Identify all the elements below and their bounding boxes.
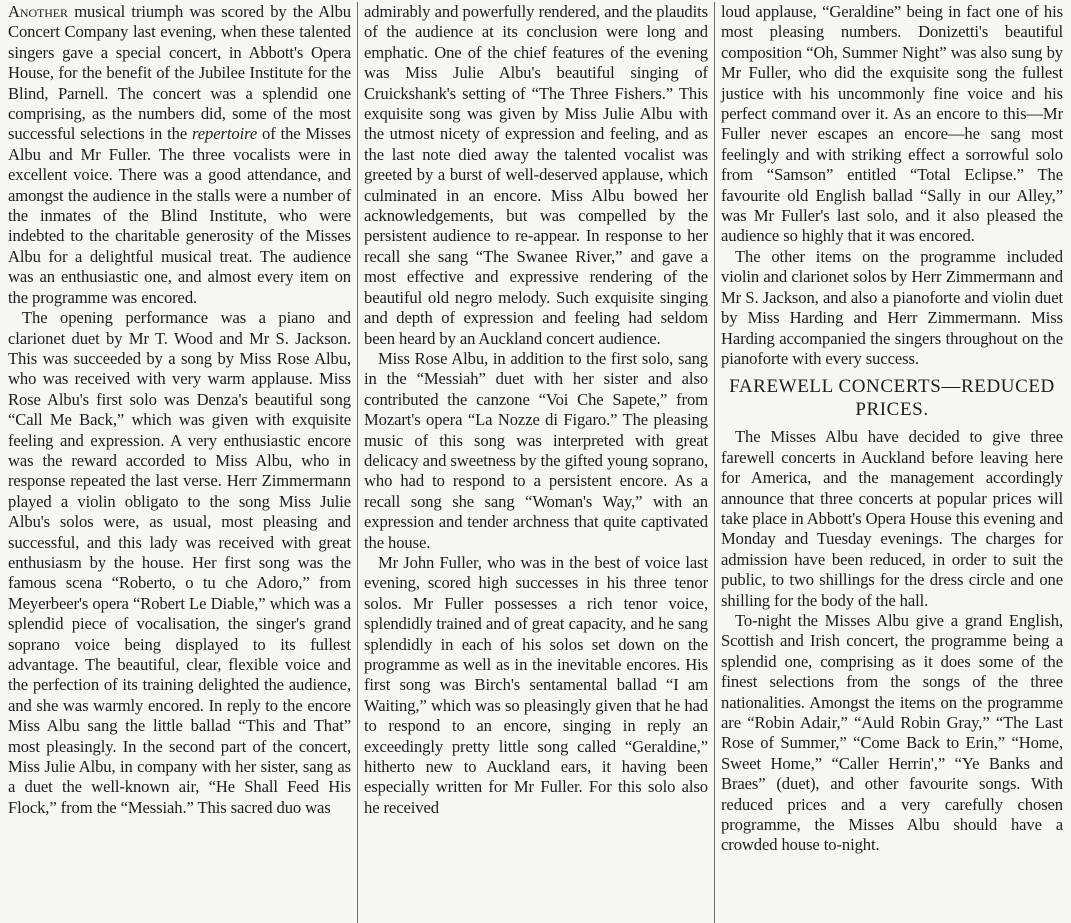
column-1: [2, 2, 358, 923]
section-heading: FAREWELL CONCERTS—REDUCED PRICES.: [729, 376, 1055, 421]
article-paragraph: Miss Rose Albu, in addition to the first solo, sang in the “Messiah” duet with her sister and also contributed the canzone “Voi Che Sapete,” from Mozart's opera “La Nozze di Figaro.” The pleasing music of this song was interpreted with great delicacy and sweetness by the gifted young soprano, who had to respond to a persistent encore. As a recall song she sang “Woman's Way,” with an expression and tender archness that quite captivated the house.: [364, 348, 708, 552]
article-paragraph: [8, 2, 351, 308]
article-paragraph: The Misses Albu have decided to give three farewell concerts in Auckland before leaving here for America, and the management accordingly announce that three concerts at popular prices will take place in Abbott's Opera House this evening and Monday and Tuesday evenings. The charges for admission have been reduced, in order to suit the public, to two shillings for the dress circle and one shilling for the body of the hall.: [721, 427, 1063, 610]
paragraph-text: of the Misses Albu and Mr Fuller. The three vocalists were in excellent voice. There was a good attendance, and amongst the audience in the stalls were a number of the inmates of the Blind Institute, who were indebted to the charitable generosity of the Misses Albu for a delightful musical treat. The audience was an enthusiastic one, and almost every item on the programme was encored.: [8, 124, 351, 307]
article-paragraph: Mr John Fuller, who was in the best of voice last evening, scored high successes in his three tenor solos. Mr Fuller possesses a rich tenor voice, splendidly trained and of great capacity, and he sang splendidly in each of his solos set down on the programme as well as in the inevitable encores. His first song was Birch's sentamental ballad “I am Waiting,” which was so pleasingly given that he had to respond to an encore, singing in reply an exceedingly pretty little song called “Geraldine,” hitherto new to Auckland ears, it having been especially written for Mr Fuller. For this solo also he received: [364, 552, 708, 817]
article-paragraph: admirably and powerfully rendered, and the plaudits of the audience at its conclusion were long and emphatic. One of the chief features of the evening was Miss Julie Albu's beautiful singing of Cruickshank's setting of “The Three Fishers.” This exquisite song was given by Miss Julie Albu with the utmost nicety of expression and feeling, and as the last note died away the talented vocalist was greeted by a burst of well-deserved applause, which culminated in an encore. Miss Albu bowed her acknowledgements, but was compelled by the persistent audience to re-appear. In response to her recall she sang “The Swanee River,” and gave a most effective and expressive rendering of the beautiful old negro melody. Such exquisite singing and depth of expression and feeling had seldom been heard by an Auckland concert audience.: [364, 2, 708, 348]
italic-term: repertoire: [192, 124, 258, 144]
article-paragraph: The other items on the programme included violin and clarionet solos by Herr Zimmermann and Mr S. Jackson, and also a pianoforte and violin duet by Miss Harding and Herr Zimmermann. Miss Harding accompanied the singers throughout on the pianoforte with every success.: [721, 246, 1063, 368]
article-paragraph: loud applause, “Geraldine” being in fact one of his most pleasing numbers. Donizetti's beautiful composition “Oh, Summer Night” was also sung by Mr Fuller, who did the exquisite song the fullest justice with his uncommonly fine voice and his perfect command over it. As an encore to this—Mr Fuller never escapes an encore—he sang most feelingly and with striking effect a sorrowful solo from “Samson” entitled “Total Eclipse.” The favourite old English ballad “Sally in our Alley,” was Mr Fuller's last solo, and it also pleased the audience so highly that it was encored.: [721, 2, 1063, 246]
article-paragraph: The opening performance was a piano and clarionet duet by Mr T. Wood and Mr S. Jackson. This was succeeded by a song by Miss Rose Albu, who was received with very warm applause. Miss Rose Albu's first solo was Denza's beautiful song “Call Me Back,” which was given with exquisite feeling and expression. A very enthusiastic encore was the reward accorded to Miss Albu, who in response repeated the last verse. Herr Zimmermann played a violin obligato to the song Miss Julie Albu's solos were, as usual, most pleasing and successful, and this lady was received with great enthusiasm by the house. Her first song was the famous scena “Roberto, o tu che Adoro,” from Meyerbeer's opera “Robert Le Diable,” which was a splendid piece of vocalisation, the singer's grand soprano voice being displayed to its fullest advantage. The beautiful, clear, flexible voice and the perfection of its training delighted the audience, and she was warmly encored. In reply to the encore Miss Albu sang the little ballad “This and That” most pleasingly. In the second part of the concert, Miss Julie Albu, in company with her sister, sang as a duet the well-known air, “He Shall Feed His Flock,” from the “Messiah.” This sacred duo was: [8, 308, 351, 817]
column-3: [715, 2, 1069, 923]
lead-word: Another: [8, 2, 68, 21]
column-2: [358, 2, 715, 923]
paragraph-text: musical triumph was scored by the Albu Concert Company last evening, when these talented singers gave a special concert, in Abbott's Opera House, for the benefit of the Jubilee Institute for the Blind, Parnell. The concert was a splendid one comprising, as the numbers did, some of the most successful selections in the: [8, 2, 351, 144]
article-paragraph: To-night the Misses Albu give a grand English, Scottish and Irish concert, the programme being a splendid one, comprising as it does some of the finest selections from the songs of the three nationalities. Amongst the items on the programme are “Robin Adair,” “Auld Robin Gray,” “The Last Rose of Summer,” “Come Back to Erin,” “Home, Sweet Home,” “Caller Herrin',” “Ye Banks and Braes” (duet), and other favourite songs. With reduced prices and a very carefully chosen programme, the Misses Albu should have a crowded house to-night.: [721, 610, 1063, 855]
